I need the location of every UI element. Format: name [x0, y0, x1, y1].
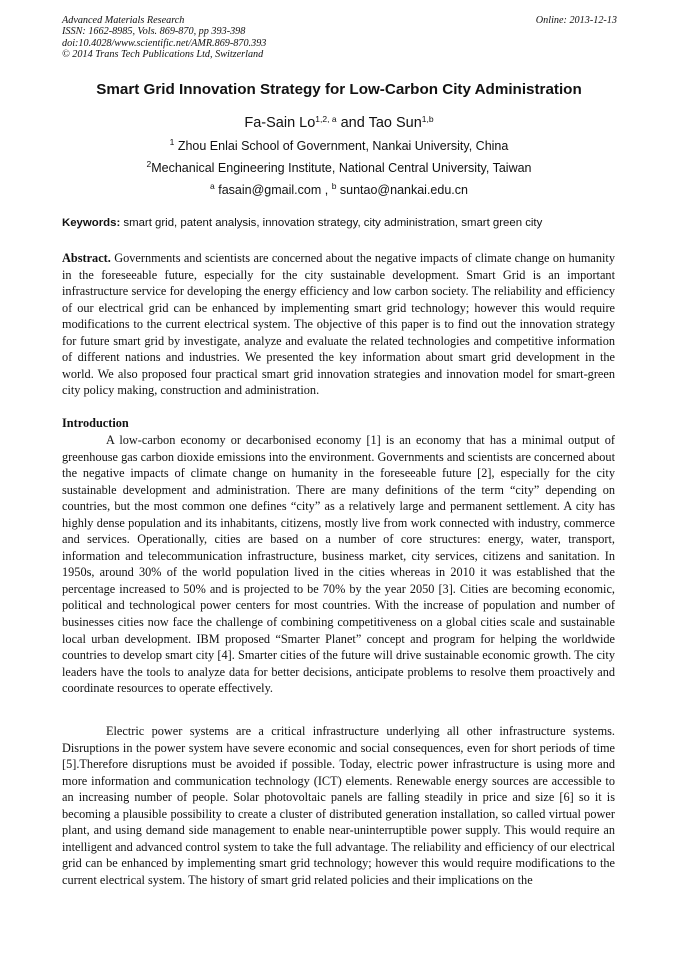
affiliation-2-text: Mechanical Engineering Institute, National Central University, Taiwan: [151, 161, 532, 175]
affiliation-1: [0, 138, 678, 154]
author-1-name: Fa-Sain Lo: [244, 115, 316, 131]
affiliation-1-marker: 1: [169, 137, 175, 147]
abstract: [62, 250, 615, 399]
keywords-label: Keywords:: [62, 217, 121, 229]
online-date: Online: 2013-12-13: [535, 15, 617, 26]
running-header: [62, 15, 617, 61]
author-2-name: Tao Sun: [368, 115, 422, 131]
copyright-line: © 2014 Trans Tech Publications Ltd, Switzerland: [62, 49, 264, 61]
abstract-text: Governments and scientists are concerned about the negative impacts of climate change on humanity in the foreseeable future, especially for the city sustainable development. Smart Grid is an important infrastructure service for developing the energy efficiency and low carbon society. The reliability and efficiency of our electrical grid can be enhanced by implementing smart grid technology; however this would require modifications to the current electrical system. The objective of this paper is to find out the innovation strategy for future smart grid by investigate, analyze and evaluate the related technologies and competitive information of different nations and industries. We presented the key information about smart grid development in the world. We also proposed four practical smart grid innovation strategies and innovation model for smart-green city policy making, construction and administration.: [62, 251, 615, 398]
email-line: [0, 182, 678, 198]
issn-line: ISSN: 1662-8985, Vols. 869-870, pp 393-398: [62, 26, 246, 38]
introduction-paragraph-1: A low-carbon economy or decarbonised economy [1] is an economy that has a minimal output of greenhouse gas carbon dioxide emissions into the environment. Governments and scientists are concerned about the negative impacts of climate change on humanity in the foreseeable future [2], especially for the city sustainable development and administration. There are many definitions of the term “city” depending on countries, but the most common one defines “city” as a relatively large and permanent settlement. A city has highly dense population and its inhabitants, citizens, mostly live from work connected with industry, commerce and services. Operationally, cities are based on a number of core structures: energy, water, transport, information and telecommunication infrastructure, business market, city services, citizens and sanitation. In 1950s, around 30% of the world population lived in the cities whereas in 2010 it was established that the percentage increased to 50% and is projected to be 70% by the year 2050 [3]. Cities are becoming economic, political and technological power centers for most countries. With the increase of population and number of businesses cities now face the challenge of combining competitiveness on a global cities scale and sustainable local urban development. IBM proposed “Smarter Planet” concept and program for helping the worldwide countries to develop smart city [4]. Smarter cities of the future will drive sustainable economic growth. The city leaders have the tools to analyze data for better decisions, anticipate problems to resolve them proactively and coordinate resources to operate effectively.: [62, 433, 615, 696]
doi-line: doi:10.4028/www.scientific.net/AMR.869-870.393: [62, 37, 267, 49]
affiliation-2: [0, 160, 678, 176]
keywords-line: [62, 216, 622, 231]
author-1-affil-marker: 1,2, a: [315, 114, 337, 124]
email-a: fasain@gmail.com ,: [214, 183, 332, 197]
email-b-marker: b: [331, 181, 337, 191]
keywords-text: smart grid, patent analysis, innovation strategy, city administration, smart green city: [120, 217, 543, 229]
affiliation-2-marker: 2: [146, 159, 152, 169]
email-b: suntao@nankai.edu.cn: [336, 183, 468, 197]
journal-name: Advanced Materials Research: [62, 15, 185, 26]
affiliation-1-text: Zhou Enlai School of Government, Nankai University, China: [174, 139, 509, 153]
author-conjunction: and: [336, 115, 369, 131]
paper-title: Smart Grid Innovation Strategy for Low-Carbon City Administration: [96, 81, 582, 98]
introduction-paragraph-2: Electric power systems are a critical infrastructure underlying all other infrastructure systems. Disruptions in the power system have severe economic and social consequences, even for short periods of time [5].Therefore disruptions must be avoided if possible. Today, electric power infrastructure is using more and more information and communication technology (ICT) elements. Renewable energy sources are accessible to an increasing number of people. Solar photovoltaic panels are falling steadily in price and size [6] so it is becoming a plausible possibility to create a cluster of distributed generation installation, so called virtual power plant, and using demand side management to enable near-uninterruptible power supply. This would require an intelligent and advanced control system to take the full advantage. The reliability and efficiency of our electrical grid can be enhanced by implementing smart grid technology; however this would require modifications to the current electrical system. The history of smart grid related policies and their implications on the: [62, 724, 615, 887]
email-a-marker: a: [210, 181, 215, 191]
author-line: [0, 113, 678, 133]
introduction-heading: Introduction: [62, 416, 129, 430]
author-2-affil-marker: 1,b: [421, 114, 434, 124]
abstract-label: Abstract.: [62, 251, 111, 265]
